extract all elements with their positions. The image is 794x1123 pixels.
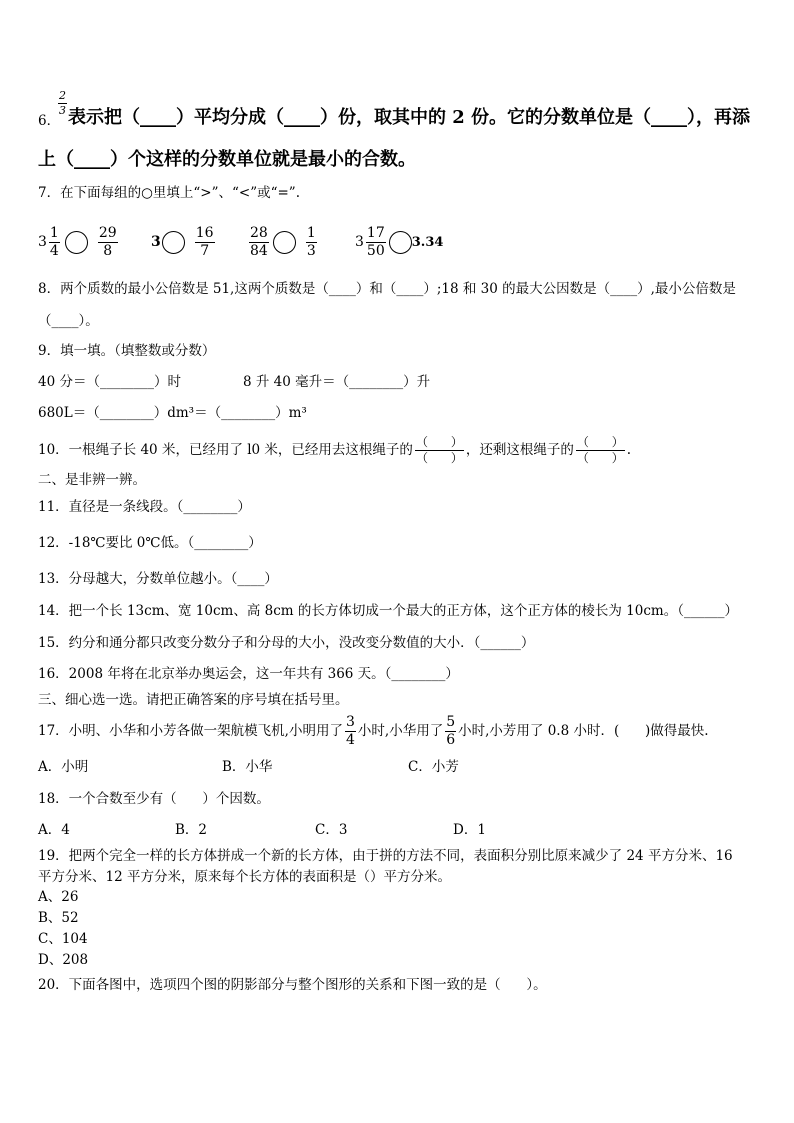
section-2-heading: 二、是非辨一辨。 [38,472,146,488]
q9-row1-b: 8 升 40 毫升＝（________）升 [243,374,431,390]
numerator: 29 [98,224,117,241]
q18-option-c: C．3 [315,822,348,838]
denominator: 3 [59,104,66,117]
numerator: 5 [446,713,456,730]
q12: 12．-18℃要比 0℃低。（________） [38,535,262,551]
fraction [49,225,60,260]
denominator: 50 [366,242,385,259]
numerator-blank: （ ） [415,434,463,449]
fraction [445,714,456,749]
q11: 11．直径是一条线段。（________） [38,499,251,515]
q18-option-d: D．1 [453,822,486,838]
numerator: 28 [250,224,268,241]
q17-option-c: C．小芳 [408,759,459,775]
q6-line1: 表示把（____）平均分成（____）份，取其中的 2 份。它的分数单位是（____），再添 [68,107,751,128]
fraction [98,225,118,260]
numerator: 17 [366,224,385,241]
q17-text-c: 小时,小芳用了 0.8 小时．( )做得最快. [458,723,709,739]
q14: 14．把一个长 13cm、宽 10cm、高 8cm 的长方体切成一个最大的正方体，这个正方体的棱长为 10cm。（______） [38,603,738,619]
q17-text-b: 小时,小华用了 [357,723,444,739]
q6-number: 6． [38,113,61,129]
q10-line [38,430,631,470]
q13: 13．分母越大，分数单位越小。（____） [38,571,278,587]
compare-circle [162,231,185,254]
denominator-blank: （ ） [576,450,624,465]
q7-prompt: 7．在下面每组的○里填上“>”、“<”或“=”. [38,185,301,201]
whole-number: 3 [38,234,47,250]
q9-row2: 680L＝（________）dm³＝（________）m³ [38,405,307,421]
fraction [366,225,386,260]
denominator-blank: （ ） [415,450,463,465]
q15: 15．约分和通分都只改变分数分子和分母的大小，没改变分数值的大小．（______） [38,635,535,651]
fraction [195,225,215,260]
compare-circle [273,231,296,254]
q10-text-c: . [626,442,632,458]
numerator: 3 [345,713,355,730]
whole-number: 3 [151,234,161,250]
q18-option-b: B．2 [175,822,208,838]
q20: 20．下面各图中，选项四个图的阴影部分与整个图形的关系和下图一致的是（ ）。 [38,977,547,993]
q7-group-3 [247,222,319,262]
blank-fraction [415,435,464,466]
numerator: 1 [306,224,316,241]
numerator: 1 [49,224,59,241]
q19-line1: 19．把两个完全一样的长方体拼成一个新的长方体，由于拼的方法不同，表面积分别比原来减少了 24 平方分米、16 [38,848,733,864]
denominator: 8 [98,242,118,260]
numerator: 2 [59,89,66,102]
q19-option-d: D、208 [38,952,89,968]
denominator: 7 [195,242,215,260]
q18-option-a: A．4 [38,822,70,838]
denominator: 4 [49,242,59,259]
denominator: 4 [345,731,355,748]
fraction [306,225,317,260]
q7-group-1 [38,222,120,262]
q17-line [38,711,709,751]
q6-line2: 上（____）个这样的分数单位就是最小的合数。 [38,149,416,170]
q17-option-a: A．小明 [38,759,89,775]
q10-text-b: ，还剩这根绳子的 [465,442,574,458]
fraction [345,714,356,749]
q19-line2: 平方分米、12 平方分米，原来每个长方体的表面积是（）平方分米。 [38,869,451,885]
q9-title: 9．填一填。（填整数或分数） [38,343,216,359]
q19-option-b: B、52 [38,910,79,926]
q17-option-b: B．小华 [222,759,273,775]
numerator-blank: （ ） [576,434,624,449]
q8-line2: （____）。 [38,313,99,329]
q16: 16．2008 年将在北京举办奥运会，这一年共有 366 天。（________） [38,666,459,682]
compare-circle [389,231,412,254]
decimal-value: 3.34 [411,234,444,250]
fraction [249,225,269,260]
numerator: 16 [195,224,214,241]
q8-line1: 8．两个质数的最小公倍数是 51,这两个质数是（____）和（____）;18 和 30 的最大公因数是（____）,最小公倍数是 [38,281,736,297]
q19-option-c: C、104 [38,931,88,947]
compare-circle [65,231,88,254]
q18: 18．一个合数至少有（ ）个因数。 [38,791,270,807]
q9-row1-a: 40 分＝（________）时 [38,374,181,390]
fraction [58,89,67,118]
q7-group-2 [151,222,217,262]
q17-text-a: 17．小明、小华和小芳各做一架航模飞机,小明用了 [38,723,343,739]
q10-text-a: 10．一根绳子长 40 米，已经用了 l0 米，已经用去这根绳子的 [38,442,413,458]
denominator: 84 [250,242,268,259]
section-3-heading: 三、细心选一选。请把正确答案的序号填在括号里。 [38,692,349,708]
whole-number: 3 [355,234,364,250]
denominator: 6 [446,731,456,748]
q7-group-4 [355,222,443,262]
blank-fraction [576,435,625,466]
denominator: 3 [306,242,316,259]
q19-option-a: A、26 [38,889,79,905]
